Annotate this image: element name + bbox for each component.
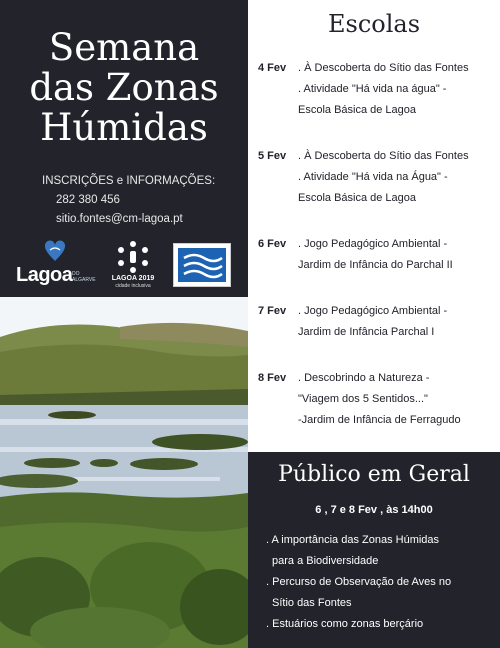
public-item-line: . A importância das Zonas Húmidas [266, 534, 440, 546]
contact-heading: INSCRIÇÕES e INFORMAÇÕES: [42, 175, 216, 187]
event-date: 8 Fev [258, 372, 287, 384]
public-items [266, 530, 498, 635]
event-line: "Viagem dos 5 Sentidos..." [298, 393, 428, 405]
public-item-line: Sítio das Fontes [272, 597, 352, 609]
event-line: Jardim de Infância Parchal I [298, 326, 435, 338]
public-title: Público em Geral [278, 462, 470, 487]
event-line: . À Descoberta do Sítio das Fontes [298, 150, 469, 162]
wetland-photo [0, 297, 248, 648]
event-line: Jardim de Infância do Parchal II [298, 259, 453, 271]
event-date: 7 Fev [258, 305, 287, 317]
event-line: . Atividade "Há vida na água" - [298, 83, 447, 95]
event-line: Escola Básica de Lagoa [298, 104, 417, 116]
event-line: . À Descoberta do Sítio das Fontes [298, 62, 469, 74]
event-line: . Atividade "Há vida na Água" - [298, 171, 448, 183]
lagoa-logo [16, 240, 96, 290]
event-date: 6 Fev [258, 238, 287, 250]
event-line: . Jogo Pedagógico Ambiental - [298, 305, 448, 317]
contact-email: sitio.fontes@cm-lagoa.pt [56, 213, 183, 225]
lagoa-wordmark: Lagoa [16, 264, 73, 286]
event-line: . Descobrindo a Natureza - [298, 372, 430, 384]
blue-flag-icon [178, 248, 226, 282]
public-item-line: para a Biodiversidade [272, 555, 379, 567]
event-title [0, 28, 248, 148]
city-year: LAGOA 2019 [111, 275, 155, 282]
public-item-line: . Estuários como zonas berçário [266, 618, 424, 630]
people-circle-icon [108, 240, 158, 274]
blue-flag-logo [173, 243, 231, 287]
event-line: Escola Básica de Lagoa [298, 192, 417, 204]
logos-row [0, 238, 248, 292]
event-date: 5 Fev [258, 150, 287, 162]
city-tag: cidade inclusiva [115, 283, 151, 289]
lagoa-sub: DO ALGARVE [72, 271, 96, 283]
contact-phone: 282 380 456 [56, 194, 120, 206]
inclusive-city-logo [108, 240, 158, 290]
title-line: Semana [48, 26, 200, 69]
title-line: Húmidas [40, 106, 208, 149]
public-date: 6 , 7 e 8 Fev , às 14h00 [315, 504, 433, 516]
wetland-landscape-image [0, 297, 248, 648]
heart-pin-icon [44, 240, 66, 262]
public-panel [248, 452, 500, 648]
schools-title: Escolas [327, 10, 421, 38]
public-item-line: . Percurso de Observação de Aves no [266, 576, 452, 588]
event-date: 4 Fev [258, 62, 287, 74]
left-panel [0, 0, 248, 648]
title-line: das Zonas [29, 66, 219, 109]
contact-info [42, 172, 215, 229]
event-line: -Jardim de Infância de Ferragudo [298, 414, 461, 426]
event-line: . Jogo Pedagógico Ambiental - [298, 238, 448, 250]
header-block [0, 0, 248, 297]
